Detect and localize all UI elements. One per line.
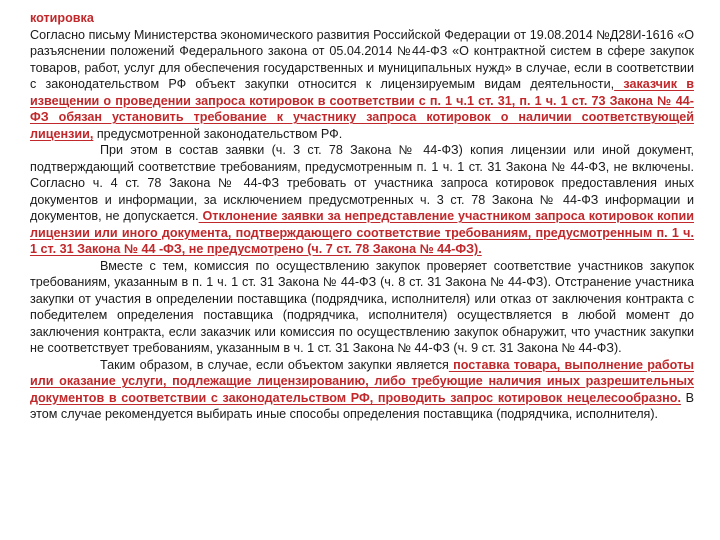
document-heading: котировка xyxy=(30,11,94,25)
paragraph-1-text: Согласно письму Министерства экономического развития Российской Федерации от 19.08.2014 №Д28И-1616 «О разъяснении положений Федерального закона от 05.04.2014 №44-ФЗ «О контрактной систем в сфере закупок товаров, работ, услуг для обеспечения государственных и муниципальных нужд» в случае, если в соответствии с законодательством РФ объект закупки относится к лицензируемым видам деятельности, xyxy=(30,27,694,91)
paragraph-1-highlight: заказчик в извещении о проведении запроса котировок в соответствии с п. 1 ч.1 ст. 31, п. 1 ч. 1 ст. 73 Закона № 44-ФЗ обязан установить требование к участнику запроса котировок о наличии соответствующей лицензии, xyxy=(30,77,695,141)
paragraph-2-highlight: Отклонение заявки за непредставление участником запроса котировок копии лицензии или иного документа, подтверждающего соответствие требованиям, предусмотренным п. 1 ч. 1 ст. 31 Закона № 44 -ФЗ, не предусмотрено (ч. 7 ст. 78 Закона № 44-ФЗ). xyxy=(30,209,694,256)
paragraph-3 xyxy=(30,258,694,357)
paragraph-1-tail: предусмотренной законодательством РФ. xyxy=(93,126,343,141)
paragraph-4 xyxy=(30,357,694,423)
paragraph-2 xyxy=(30,142,694,258)
paragraph-4-highlight: поставка товара, выполнение работы или оказание услуги, подлежащие лицензированию, либо требующие наличия иных разрешительных документов в соответствии с законодательством РФ, проводить запрос котировок нецелесообразно. xyxy=(30,357,694,405)
paragraph-1 xyxy=(30,27,694,143)
paragraph-3-text: Вместе с тем, комиссия по осуществлению закупок проверяет соответствие участников закупок требованиям, указанным в п. 1 ч. 1 ст. 31 Закона № 44-ФЗ (ч. 8 ст. 31 Закона № 44-ФЗ). Отстранение участника закупки от участия в определении поставщика (подрядчика, исполнителя) или отказ от заключения контракта с победителем определения поставщика (подрядчика, исполнителя) осуществляется в любой момент до заключения контракта, если заказчик или комиссия по осуществлению закупок обнаружит, что участник закупки не соответствует требованиям, указанным в ч. 1 ст. 31 Закона № 44-ФЗ (ч. 9 ст. 31 Закона № 44-ФЗ). xyxy=(30,258,694,355)
document-body xyxy=(30,10,694,423)
paragraph-2-text: При этом в состав заявки (ч. 3 ст. 78 Закона № 44-ФЗ) копия лицензии или иной документ, подтверждающий соответствие требованиям, предусмотренным п. 1 ч. 1 ст. 31 Закона № 44-ФЗ, не включены. Согласно ч. 4 ст. 78 Закона № 44-ФЗ требовать от участника запроса котировок предоставления иных документов и информации, за исключением предусмотренных ч. 3 ст. 78 Закона № 44-ФЗ информации и документов, не допускается. xyxy=(30,143,694,223)
paragraph-4-tail: В этом случае рекомендуется выбирать иные способы определения поставщика (подрядчика, исполнителя). xyxy=(30,390,694,421)
paragraph-4-text: Таким образом, в случае, если объектом закупки является xyxy=(100,357,449,372)
